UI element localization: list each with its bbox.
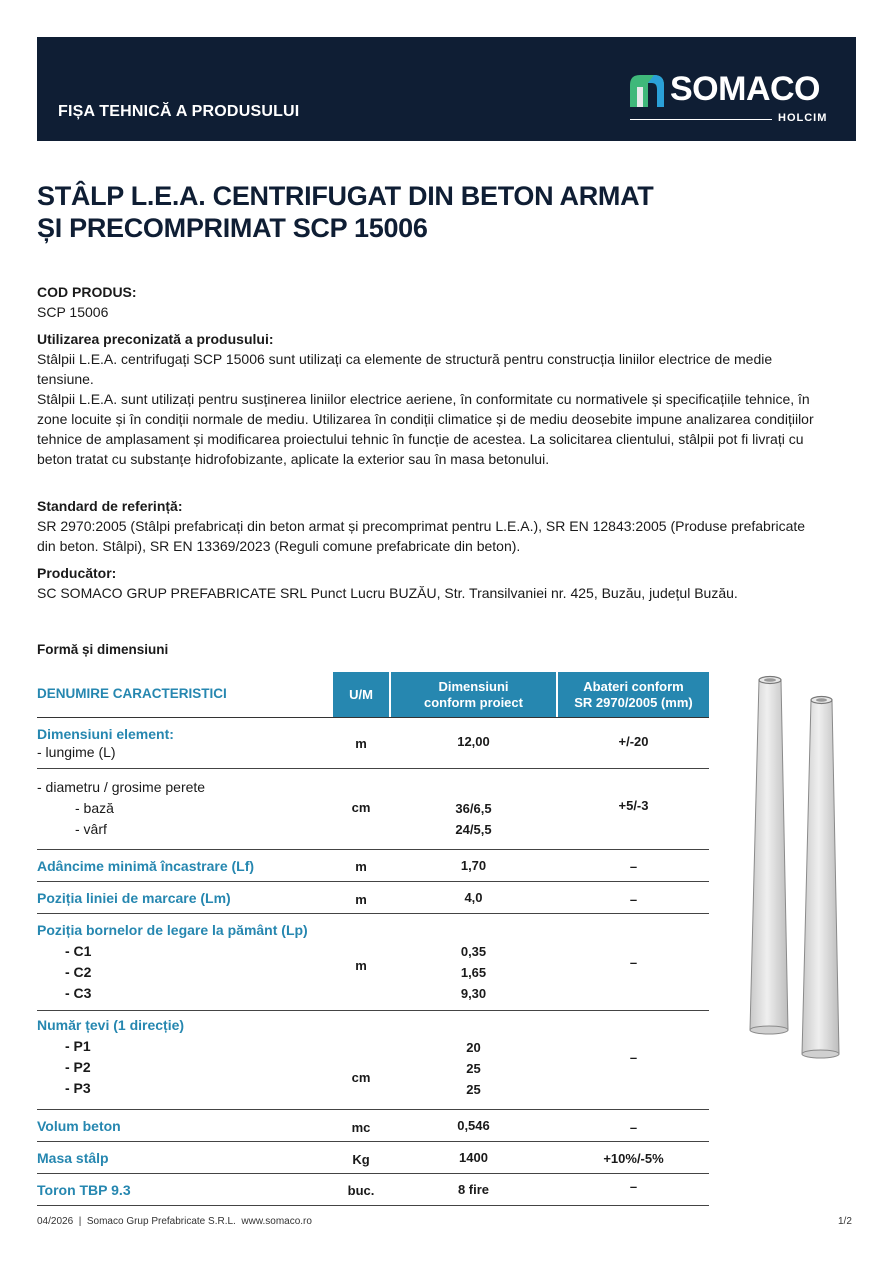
row-dimension: 20 (466, 1040, 481, 1055)
row-name: Poziția liniei de marcare (Lm) (37, 890, 231, 906)
table-header (37, 672, 709, 718)
row-deviation: – (629, 892, 638, 907)
usage-paragraph-1: Stâlpii L.E.A. centrifugați SCP 15006 sunt utilizați ca elemente de structură pentru construcția liniilor electrice de medie tensiune. (37, 351, 773, 387)
product-code-value: SCP 15006 (37, 304, 109, 320)
row-dimension: 1,65 (460, 965, 487, 980)
row-unit: buc. (347, 1183, 375, 1198)
product-code-label: COD PRODUS: (37, 284, 137, 300)
title-line-2: ȘI PRECOMPRIMAT SCP 15006 (37, 213, 428, 243)
row-deviation: +5/-3 (618, 798, 649, 813)
header-unit: U/M (333, 672, 389, 717)
usage-paragraph-2: Stâlpii L.E.A. sunt utilizați pentru susținerea liniilor electrice aeriene, în conformitate cu normativele și specificațiile tehnice, în zone locuite și în condiții normale de mediu. Utilizarea în condiții climatice și de mediu deosebite impune analizarea condițiilor tehnice de amplasament și modificarea proiectului tehnic în funcție de acestea. La solicitarea clientului, stâlpii pot fi livrați cu beton tratat cu substanțe hidrofobizante, aplicate la exterior sau în masa betonului. (37, 391, 814, 467)
row-subitem: - C1 (65, 943, 92, 959)
table-row (37, 850, 709, 882)
row-subitem: - P1 (65, 1038, 91, 1054)
row-dimension: 0,546 (457, 1118, 490, 1133)
row-dimension: 8 fire (457, 1182, 490, 1197)
row-dimension: 9,30 (460, 986, 487, 1001)
row-unit: m (355, 958, 367, 973)
row-name: Volum beton (37, 1118, 121, 1134)
row-subitem: - C2 (65, 964, 92, 980)
row-subitem: - vârf (75, 821, 107, 837)
row-name: Poziția bornelor de legare la pământ (Lp) (37, 922, 308, 938)
header-deviations-line-2: SR 2970/2005 (mm) (574, 694, 693, 710)
row-dimension: 24/5,5 (455, 822, 492, 837)
row-unit: m (355, 736, 367, 751)
row-deviation: – (629, 1179, 638, 1194)
row-unit: m (355, 892, 367, 907)
row-unit: cm (351, 1070, 371, 1085)
row-name: Masa stâlp (37, 1150, 109, 1166)
row-subitem: - P2 (65, 1059, 91, 1075)
row-dimension: 12,00 (457, 734, 490, 749)
title-line-1: STÂLP L.E.A. CENTRIFUGAT DIN BETON ARMAT (37, 181, 654, 211)
header-dimensions (391, 672, 556, 717)
logo-wordmark: SOMACO (670, 70, 820, 108)
row-subitem: - bază (75, 800, 114, 816)
producer-section (37, 563, 827, 603)
pole-right-icon (802, 697, 839, 1059)
characteristics-table (37, 672, 709, 1206)
row-deviation: +10%/-5% (603, 1151, 664, 1166)
logo-rule (630, 119, 772, 120)
table-row (37, 1142, 709, 1174)
row-unit: Kg (352, 1152, 370, 1167)
row-name: Toron TBP 9.3 (37, 1182, 131, 1198)
standard-value: SR 2970:2005 (Stâlpi prefabricați din beton armat și precomprimat pentru L.E.A.), SR EN 12843:2005 (Produse prefabricate din beton. Stâlpi), SR EN 13369/2023 (Reguli comune prefabricate din beton). (37, 518, 806, 554)
row-unit: cm (351, 800, 371, 815)
row-deviation: +/-20 (618, 734, 649, 749)
shape-dimensions-heading: Formă și dimensiuni (37, 642, 169, 657)
standard-label: Standard de referință: (37, 498, 183, 514)
row-name: Dimensiuni element: (37, 726, 174, 742)
row-unit: mc (351, 1120, 371, 1135)
table-row (37, 882, 709, 914)
table-row (37, 914, 709, 1011)
product-code-section (37, 282, 827, 322)
row-subname: - lungime (L) (37, 744, 116, 760)
header-characteristics: DENUMIRE CARACTERISTICI (37, 686, 227, 701)
table-row (37, 769, 709, 850)
row-deviation: – (629, 859, 638, 874)
table-row (37, 1110, 709, 1142)
page-number: 1/2 (838, 1216, 852, 1227)
header-deviations (558, 672, 709, 717)
pole-left-icon (750, 677, 788, 1035)
row-name: Adâncime minimă încastrare (Lf) (37, 858, 255, 874)
table-row (37, 1174, 709, 1206)
row-subitem: - P3 (65, 1080, 91, 1096)
pole-illustration (745, 672, 845, 1062)
row-dimension: 25 (466, 1082, 481, 1097)
header-dimensions-line-1: Dimensiuni (438, 678, 509, 694)
standard-section (37, 496, 827, 556)
usage-section (37, 329, 827, 469)
somaco-logo-icon (630, 75, 664, 107)
row-unit: m (355, 859, 367, 874)
header-deviations-line-1: Abateri conform (583, 678, 684, 694)
row-deviation: – (629, 1050, 638, 1065)
table-row (37, 718, 709, 769)
row-deviation: – (629, 955, 638, 970)
row-deviation: – (629, 1120, 638, 1135)
header-dimensions-line-2: conform proiect (424, 694, 523, 710)
usage-label: Utilizarea preconizată a produsului: (37, 331, 274, 347)
header-band (37, 37, 856, 141)
row-dimension: 25 (466, 1061, 481, 1076)
somaco-logo (630, 71, 840, 127)
page-title (37, 180, 797, 244)
row-dimension: 1400 (459, 1150, 488, 1165)
logo-subtitle: HOLCIM (778, 112, 828, 124)
document-type: FIȘA TEHNICĂ A PRODUSULUI (58, 103, 300, 120)
producer-label: Producător: (37, 565, 117, 581)
producer-value: SC SOMACO GRUP PREFABRICATE SRL Punct Lucru BUZĂU, Str. Transilvaniei nr. 425, Buzău, județul Buzău. (37, 585, 738, 601)
row-dimension: 1,70 (460, 858, 487, 873)
row-dimension: 36/6,5 (455, 801, 492, 816)
row-dimension: 4,0 (464, 890, 483, 905)
row-name: - diametru / grosime perete (37, 779, 206, 795)
row-subitem: - C3 (65, 985, 92, 1001)
table-row (37, 1011, 709, 1110)
row-dimension: 0,35 (460, 944, 487, 959)
footer-text: 04/2026 | Somaco Grup Prefabricate S.R.L. www.somaco.ro (37, 1216, 312, 1227)
row-name: Număr țevi (1 direcție) (37, 1017, 185, 1033)
